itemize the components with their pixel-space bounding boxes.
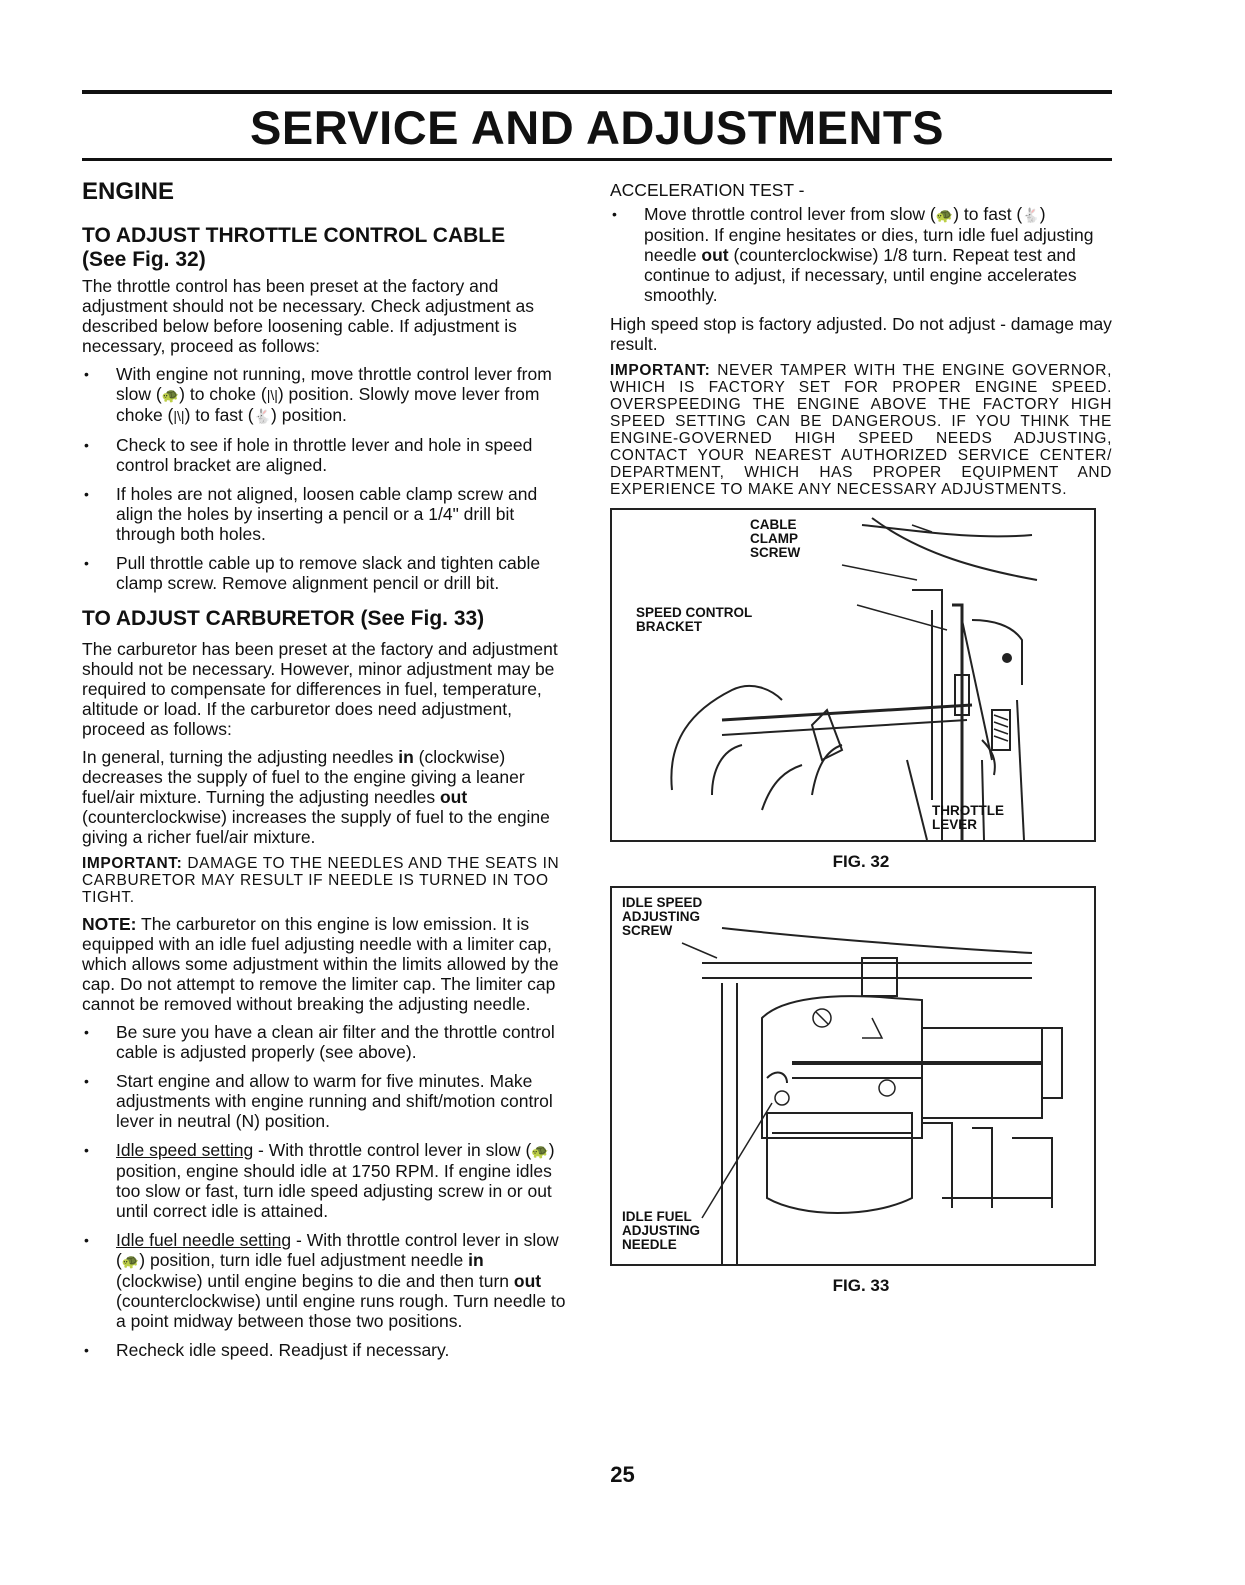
list-item: • Move throttle control lever from slow (🐢) to fast (🐇) position. If engine hesitates or dies, turn idle fuel adjusting needle out (counterclockwise) 1/8 turn. Repeat test and continue to adjust, if necessary, until engine accelerates smoothly. [610,204,1112,305]
throttle-heading-line2: (See Fig. 32) [82,248,206,271]
carb-intro: The carburetor has been preset at the factory and adjustment should not be necessary. However, minor adjustment may be required to compensate for differences in fuel, temperature, altitude or load. If the carburetor does need adjustment, proceed as follows: [82,639,558,739]
high-speed-note: High speed stop is factory adjusted. Do not adjust - damage may result. [610,314,1112,354]
figure-32-caption: FIG. 32 [832,852,890,871]
top-rule [82,90,1112,94]
carburetor-illustration [612,888,1094,1264]
carburetor-heading: TO ADJUST CARBURETOR (See Fig. 33) [82,607,485,630]
slow-icon: 🐢 [161,387,180,403]
acceleration-steps [610,204,1112,305]
throttle-intro: The throttle control has been preset at the factory and adjustment should not be necessary. Check adjustment as described below before loosening cable. If adjustment is necessary, proceed as follows: [82,276,535,356]
list-item: • Idle fuel needle setting - With throttle control lever in slow (🐢) position, turn idle fuel adjustment needle in (clockwise) until engine begins to die and then turn out (counterclockwise) until engine runs rough. Turn needle to a point midway between those two positions. [82,1230,572,1331]
label-throttle-lever: THROTTLE LEVER [932,803,1004,832]
label-speed-control-bracket: SPEED CONTROL BRACKET [636,605,753,634]
list-item: • Idle speed setting - With throttle control lever in slow (🐢) position, engine should idle at 1750 RPM. If engine idles too slow or fast, turn idle speed adjusting screw in or out until correct idle is attained. [82,1140,572,1221]
throttle-heading [82,224,572,272]
throttle-heading-line1: TO ADJUST THROTTLE CONTROL CABLE [82,224,506,247]
acceleration-heading: ACCELERATION TEST - [610,180,805,200]
carb-important: IMPORTANT: DAMAGE TO THE NEEDLES AND THE SEATS IN CARBURETOR MAY RESULT IF NEEDLE IS TURNED IN TOO TIGHT. [82,855,560,906]
label-idle-speed-adjusting-screw: IDLE SPEED ADJUSTING SCREW [622,895,703,938]
label-cable-clamp-screw: CABLE CLAMP SCREW [750,517,801,560]
governor-important: IMPORTANT: NEVER TAMPER WITH THE ENGINE GOVERNOR, WHICH IS FACTORY SET FOR PROPER ENGINE SPEED. OVERSPEEDING THE ENGINE ABOVE THE FACTORY HIGH SPEED SETTING CAN BE DANGEROUS. IF YOU THINK THE ENGINE-GOVERNED HIGH SPEED NEEDS ADJUSTING, CONTACT YOUR NEAREST AUTHORIZED SERVICE CENTER/ DEPARTMENT, WHICH HAS PROPER EQUIPMENT AND EXPERIENCE TO MAKE ANY NECESSARY ADJUSTMENTS. [610,362,1112,498]
carb-note: NOTE: The carburetor on this engine is low emission. It is equipped with an idle fuel adjusting needle with a limiter cap, which allows some adjustment within the limits allowed by the cap. Do not attempt to remove the limiter cap. The limiter cap cannot be removed without breaking the adjusting needle. [82,914,559,1014]
list-item: • With engine not running, move throttle control lever from slow (🐢) to choke (|\|) position. Slowly move lever from choke (|\|) to fast (🐇) position. [82,364,572,426]
right-column [610,172,1112,1310]
carb-general: In general, turning the adjusting needles in (clockwise) decreases the supply of fuel to the engine giving a leaner fuel/air mixture. Turning the adjusting needles out (counterclockwise) increases the supply of fuel to the engine giving a richer fuel/air mixture. [82,747,550,847]
title-underline [82,158,1112,161]
slow-icon: 🐢 [531,1143,549,1159]
fast-icon: 🐇 [1022,207,1040,223]
label-idle-fuel-adjusting-needle: IDLE FUEL ADJUSTING NEEDLE [622,1209,701,1252]
choke-icon: |\| [173,408,185,424]
left-column [82,172,572,1369]
figure-32 [610,508,1096,842]
section-heading-engine: ENGINE [82,178,175,205]
figure-33 [610,886,1096,1266]
list-item: • Pull throttle cable up to remove slack and tighten cable clamp screw. Remove alignment pencil or drill bit. [82,553,572,593]
list-item: • Recheck idle speed. Readjust if necessary. [82,1340,572,1360]
choke-icon: |\| [266,387,278,403]
list-item: • Be sure you have a clean air filter and the throttle control cable is adjusted properly (see above). [82,1022,572,1062]
list-item: • Check to see if hole in throttle lever and hole in speed control bracket are aligned. [82,435,572,475]
fast-icon: 🐇 [253,408,272,424]
throttle-cable-illustration [612,510,1094,840]
page-number: 25 [610,1462,635,1487]
carb-steps [82,1022,572,1360]
slow-icon: 🐢 [935,207,954,223]
page-title: SERVICE AND ADJUSTMENTS [250,101,944,154]
slow-icon: 🐢 [121,1253,140,1269]
list-item: • Start engine and allow to warm for five minutes. Make adjustments with engine running and shift/motion control lever in neutral (N) position. [82,1071,572,1131]
figure-33-caption: FIG. 33 [832,1276,890,1295]
list-item: • If holes are not aligned, loosen cable clamp screw and align the holes by inserting a pencil or a 1/4" drill bit through both holes. [82,484,572,544]
throttle-steps [82,364,572,593]
